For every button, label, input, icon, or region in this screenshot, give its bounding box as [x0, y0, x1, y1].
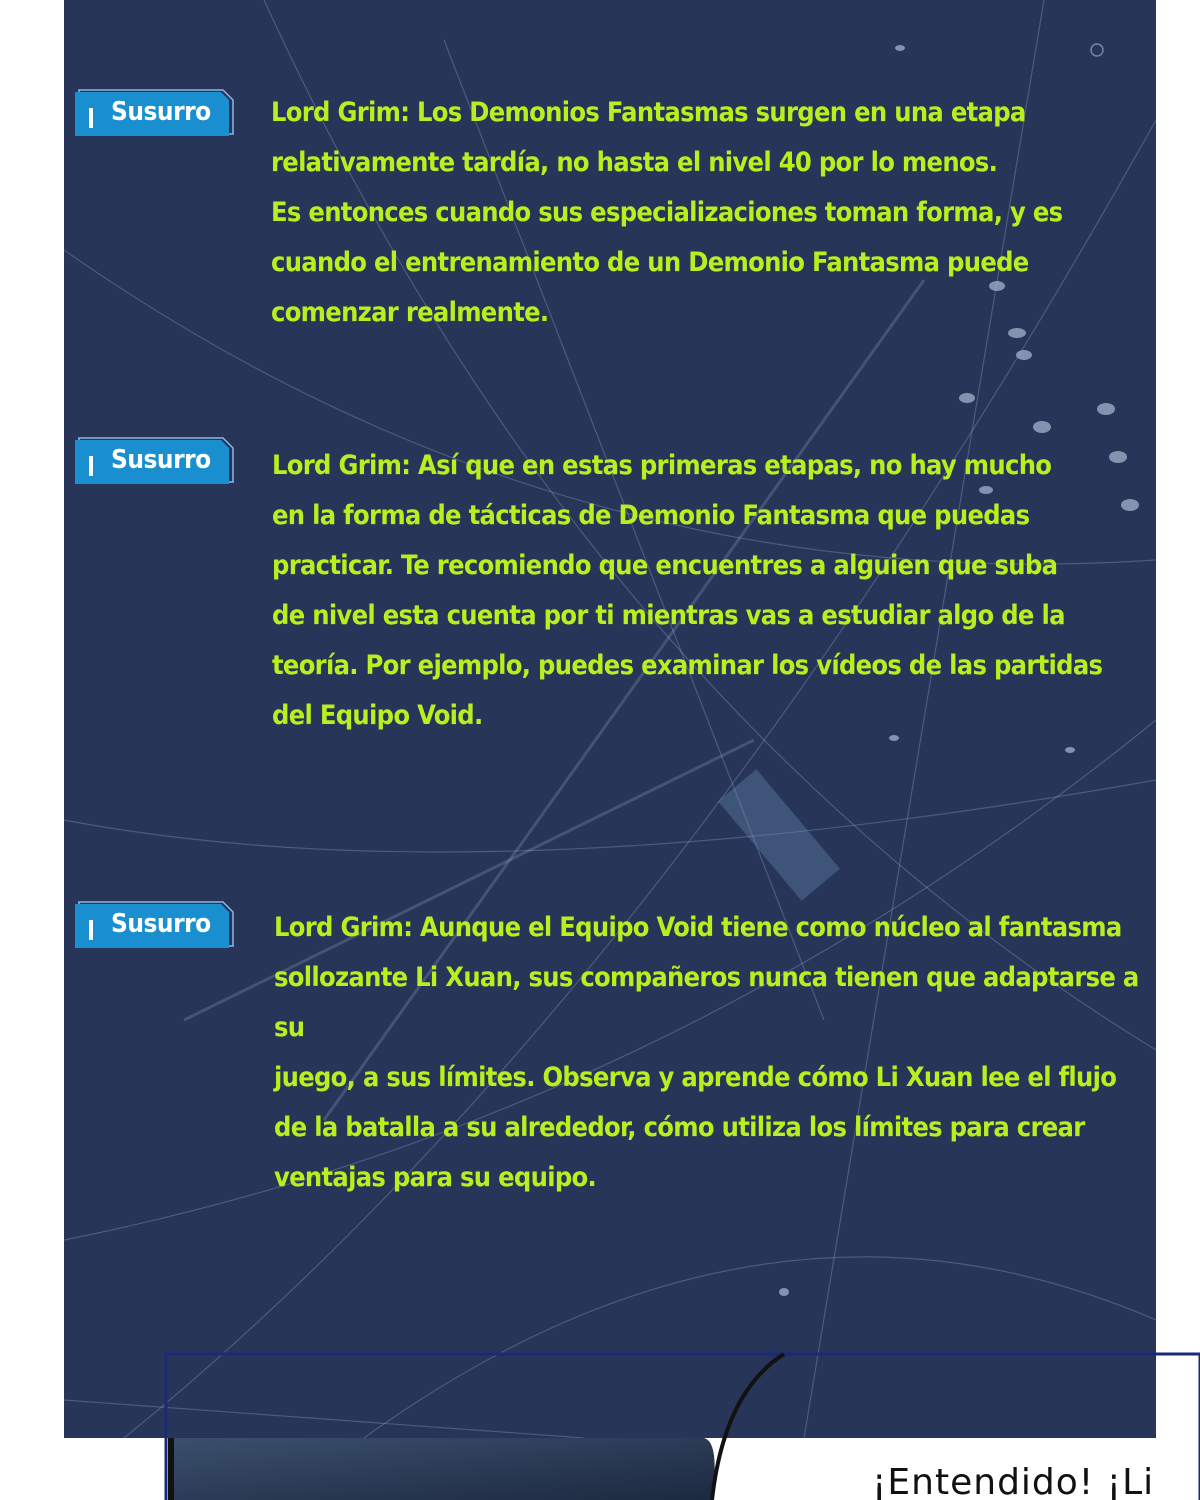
chat-panel [64, 0, 1156, 1438]
whisper-tag-label: Susurro [111, 445, 211, 475]
speech-bubble-text: ¡Entendido! ¡Li [872, 1462, 1155, 1500]
whisper-tag-label: Susurro [111, 909, 211, 939]
whisper-tag [75, 88, 235, 136]
whisper-text: Lord Grim: Aunque el Equipo Void tiene como núcleo al fantasma sollozante Li Xuan, sus compañeros nunca tienen que adaptarse a su juego, a sus límites. Observa y aprende cómo Li Xuan lee el flujo de la batalla a su alrededor, cómo utiliza los límites para crear ventajas para su equipo. [274, 912, 1139, 1193]
whisper-text: Lord Grim: Así que en estas primeras etapas, no hay mucho en la forma de tácticas de Demonio Fantasma que puedas practicar. Te recomiendo que encuentres a alguien que suba de nivel esta cuenta por ti mientras vas a estudiar algo de la teoría. Por ejemplo, puedes examinar los vídeos de las partidas del Equipo Void. [272, 450, 1103, 731]
whisper-tag [75, 900, 235, 948]
whisper-tag [75, 436, 235, 484]
whisper-tag-label: Susurro [111, 97, 211, 127]
whisper-text: Lord Grim: Los Demonios Fantasmas surgen en una etapa relativamente tardía, no hasta el nivel 40 por lo menos. Es entonces cuando sus especializaciones toman forma, y es cuando el entrenamiento de un Demonio Fantasma puede comenzar realmente. [271, 97, 1063, 328]
